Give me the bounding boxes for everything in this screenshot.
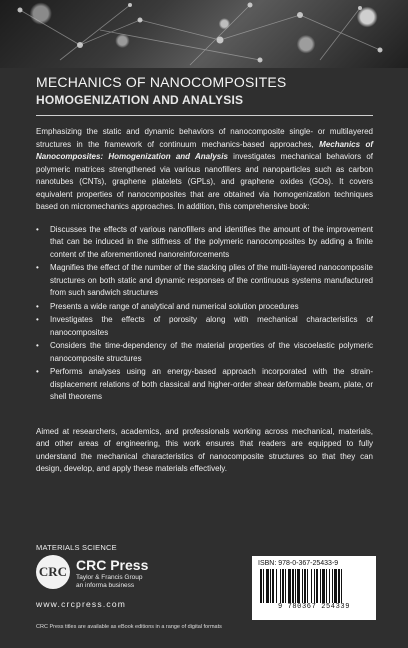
bullet-icon: •: [36, 263, 39, 272]
back-cover-description: [36, 126, 373, 476]
barcode-bar: [341, 569, 342, 603]
bullet-icon: •: [36, 367, 39, 376]
barcode-bar: [276, 569, 277, 603]
intro-text-start: Emphasizing the static and dynamic behaviors of nanocomposite single- or multilayered structures in the framework of continuum mechanics-based approaches,: [36, 127, 373, 149]
logo-text: CRC: [38, 564, 68, 579]
publisher-name: CRC Press: [76, 557, 149, 573]
barcode-bar: [320, 569, 321, 603]
barcode-bar: [311, 569, 312, 603]
intro-paragraph: [36, 126, 373, 214]
barcode-bar: [263, 569, 264, 603]
barcode-digits: 9 780367 254339: [277, 603, 350, 611]
list-item-text: Magnifies the effect of the number of the stacking plies of the multi-layered nanocomposite structures on both static and dynamic responses of the continuous systems manufactured from such sandwich structures: [50, 263, 373, 297]
list-item: [36, 224, 373, 262]
list-item: [36, 340, 373, 365]
list-item-text: Discusses the effects of various nanofillers and identifies the amount of the improvement that can be induced in the stiffness of the polymeric nanocomposites by adding a finite content of the aforementioned nanoreinforcements: [50, 224, 373, 259]
publisher-url: www.crcpress.com: [36, 599, 127, 609]
publisher-tagline: an informa business: [76, 582, 135, 589]
barcode-bar: [292, 569, 294, 603]
bullet-icon: •: [36, 224, 39, 234]
barcode-bar: [326, 569, 327, 603]
barcode-bar: [266, 569, 269, 603]
title-divider: [36, 115, 373, 116]
list-item-text: Presents a wide range of analytical and numerical solution procedures: [50, 301, 299, 311]
barcode-bar: [285, 569, 286, 603]
barcode-bar: [288, 569, 291, 603]
cover-image-banner: [0, 0, 408, 68]
list-item: [36, 301, 373, 314]
publisher-block: [36, 555, 216, 615]
closing-paragraph: Aimed at researchers, academics, and professionals working across mechanical, materials, and other areas of engineering, this work ensures that readers are equipped to fully understand the mechanical characteristics of nanocomposite structures so that they can design, develop, and apply these materials effectively.: [36, 426, 373, 473]
intro-book-title: Mechanics of Nanocomposites: Homogenization and Analysis: [36, 139, 373, 161]
title-block: [36, 74, 376, 108]
isbn-label: ISBN: 978-0-367-25433-9: [258, 560, 339, 567]
barcode-bar: [307, 569, 308, 603]
list-item: [36, 366, 373, 404]
list-item-text: Considers the time-dependency of the material properties of the viscoelastic polymeric nanocomposite structures: [50, 341, 373, 363]
list-item: [36, 314, 373, 339]
barcode-bar: [280, 569, 281, 603]
book-title: MECHANICS OF NANOCOMPOSITES: [36, 74, 287, 90]
ebook-availability-note: CRC Press titles are available as eBook editions in a range of digital formats: [36, 624, 222, 630]
network-pattern-graphic: [0, 0, 408, 68]
barcode-bar: [295, 569, 296, 603]
intro-text-end: investigates mechanical behaviors of polymeric matrices strengthened via various nanofillers and nanoparticles such as carbon nanotubes (CNTs), graphene platelets (GPLs), and graphene oxides (GOs). It covers equivalent properties of nanocomposites that are obtained via homogenization techniques based on micromechanics approaches. In addition, this comprehensive book:: [36, 152, 373, 211]
barcode-bar: [260, 569, 262, 603]
isbn-barcode-box: [252, 556, 376, 620]
list-item-text: Investigates the effects of porosity along with mechanical characteristics of nanocomposites: [50, 315, 373, 337]
bullet-icon: •: [36, 301, 39, 311]
barcode-bar: [270, 569, 271, 603]
barcode-bar: [272, 569, 274, 603]
barcode-bar: [329, 569, 330, 603]
barcode-bar: [332, 569, 333, 603]
barcode-bar: [282, 569, 284, 603]
bullet-icon: •: [36, 341, 39, 350]
barcode-bar: [314, 569, 315, 603]
bullet-icon: •: [36, 315, 39, 324]
barcode-bar: [334, 569, 337, 603]
crc-logo-icon: [36, 555, 70, 589]
barcode-graphic: [258, 569, 370, 603]
publisher-group: Taylor & Francis Group: [76, 574, 143, 581]
barcode-bar: [304, 569, 306, 603]
subject-category: MATERIALS SCIENCE: [36, 543, 117, 552]
book-subtitle: HOMOGENIZATION AND ANALYSIS: [36, 93, 244, 107]
barcode-bar: [322, 569, 325, 603]
barcode-bar: [297, 569, 300, 603]
barcode-bar: [316, 569, 318, 603]
list-item: [36, 262, 373, 300]
barcode-bar: [338, 569, 340, 603]
list-item-text: Performs analyses using an energy-based approach incorporated with the strain-displacement relations of both classical and higher-order shear deformable beam, plate, or shell theorems: [50, 367, 373, 401]
feature-list: [36, 224, 373, 404]
barcode-bar: [302, 569, 303, 603]
